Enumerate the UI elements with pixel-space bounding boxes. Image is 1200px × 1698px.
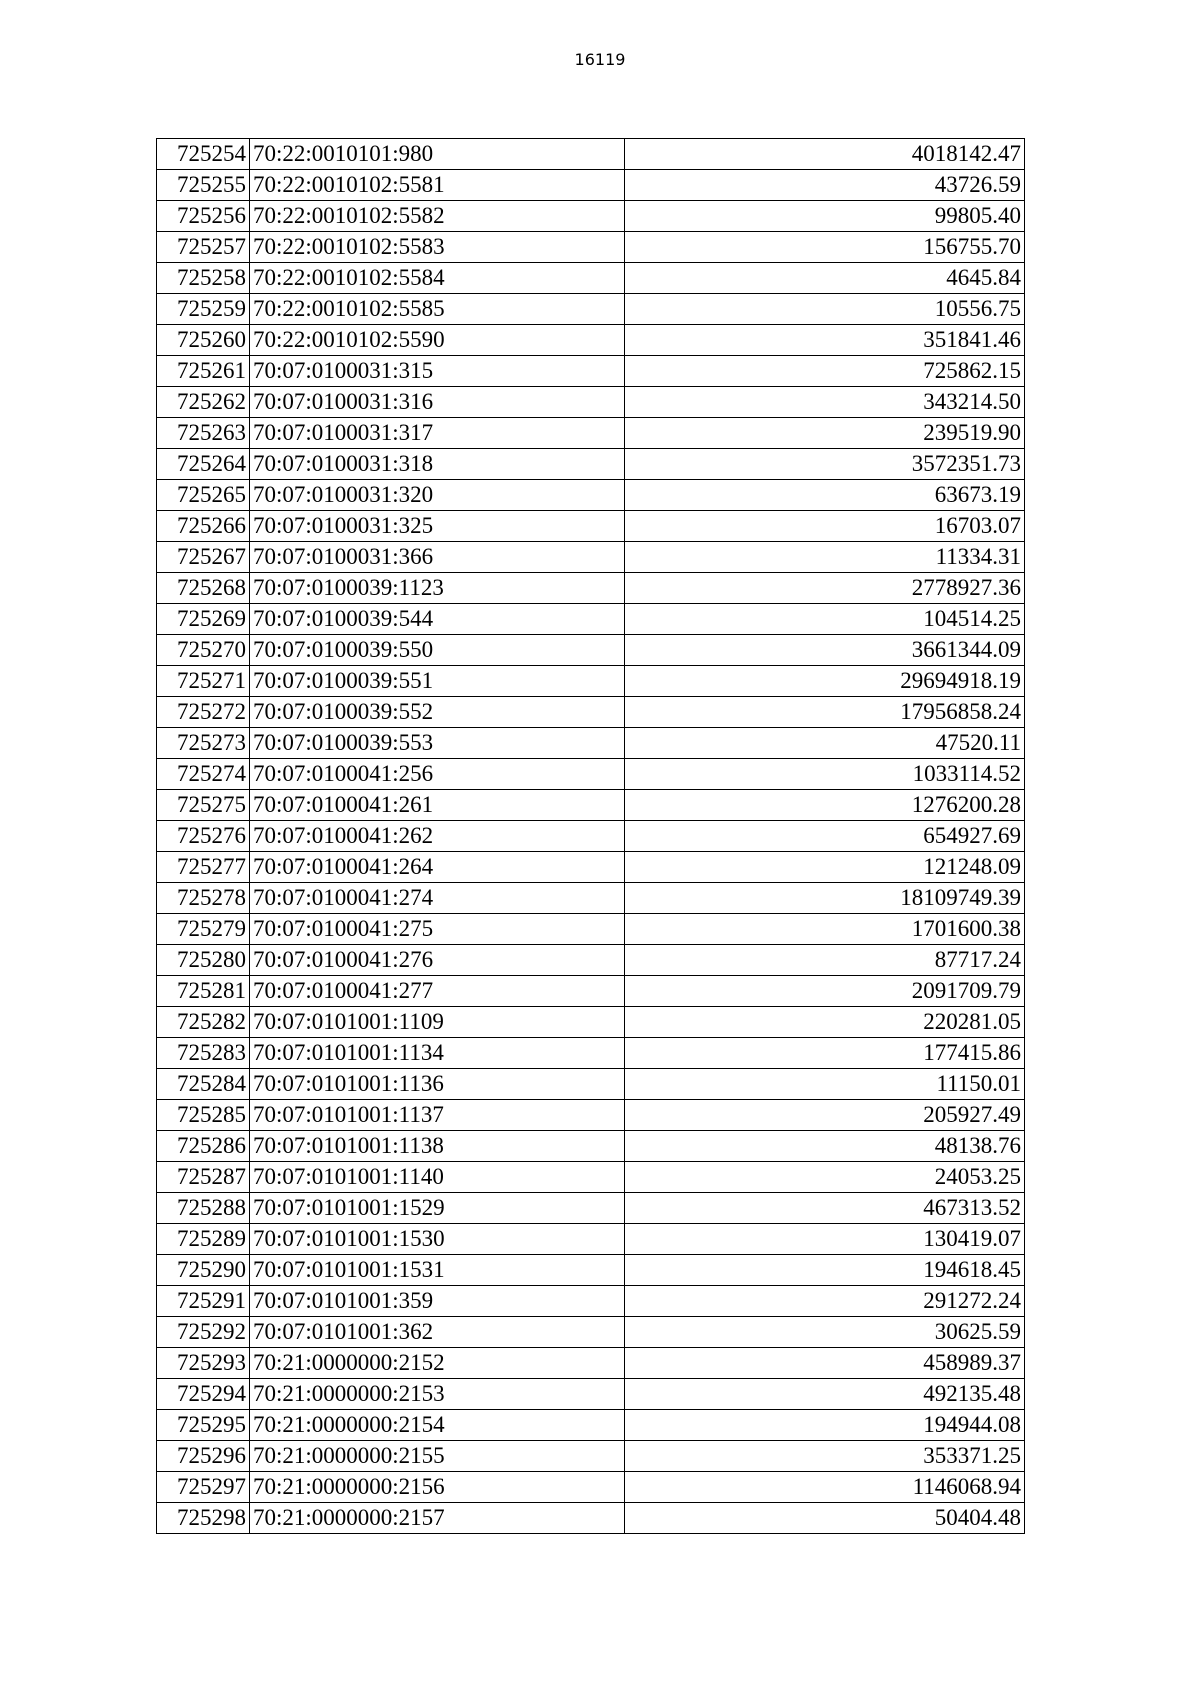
cadastral-number-cell: 70:07:0100039:544 [250, 604, 625, 635]
cadastral-value-cell: 10556.75 [625, 294, 1025, 325]
row-number-cell: 725298 [157, 1503, 250, 1534]
cadastral-number-cell: 70:22:0010102:5582 [250, 201, 625, 232]
row-number-cell: 725268 [157, 573, 250, 604]
cadastral-number-cell: 70:07:0101001:1140 [250, 1162, 625, 1193]
row-number-cell: 725267 [157, 542, 250, 573]
cadastral-number-cell: 70:07:0100041:264 [250, 852, 625, 883]
cadastral-value-cell: 4645.84 [625, 263, 1025, 294]
row-number-cell: 725287 [157, 1162, 250, 1193]
row-number-cell: 725280 [157, 945, 250, 976]
cadastral-value-cell: 11334.31 [625, 542, 1025, 573]
table-row [157, 1007, 1025, 1038]
cadastral-value-cell: 353371.25 [625, 1441, 1025, 1472]
table-row [157, 821, 1025, 852]
table-row [157, 790, 1025, 821]
cadastral-value-cell: 725862.15 [625, 356, 1025, 387]
cadastral-value-cell: 194944.08 [625, 1410, 1025, 1441]
cadastral-number-cell: 70:07:0100041:262 [250, 821, 625, 852]
cadastral-number-cell: 70:07:0101001:1531 [250, 1255, 625, 1286]
table-row [157, 542, 1025, 573]
table-row [157, 1441, 1025, 1472]
cadastral-value-cell: 194618.45 [625, 1255, 1025, 1286]
table-row [157, 604, 1025, 635]
row-number-cell: 725284 [157, 1069, 250, 1100]
table-row [157, 1100, 1025, 1131]
row-number-cell: 725290 [157, 1255, 250, 1286]
cadastral-value-cell: 220281.05 [625, 1007, 1025, 1038]
cadastral-number-cell: 70:07:0100039:550 [250, 635, 625, 666]
row-number-cell: 725285 [157, 1100, 250, 1131]
row-number-cell: 725282 [157, 1007, 250, 1038]
cadastral-number-cell: 70:22:0010102:5581 [250, 170, 625, 201]
cadastral-number-cell: 70:07:0100031:318 [250, 449, 625, 480]
row-number-cell: 725259 [157, 294, 250, 325]
row-number-cell: 725255 [157, 170, 250, 201]
row-number-cell: 725281 [157, 976, 250, 1007]
cadastral-number-cell: 70:07:0100039:553 [250, 728, 625, 759]
cadastral-value-cell: 177415.86 [625, 1038, 1025, 1069]
cadastral-value-cell: 3572351.73 [625, 449, 1025, 480]
row-number-cell: 725256 [157, 201, 250, 232]
cadastral-number-cell: 70:22:0010102:5584 [250, 263, 625, 294]
row-number-cell: 725266 [157, 511, 250, 542]
cadastral-number-cell: 70:07:0100039:552 [250, 697, 625, 728]
table-row [157, 1069, 1025, 1100]
cadastral-value-cell: 1146068.94 [625, 1472, 1025, 1503]
cadastral-value-cell: 1276200.28 [625, 790, 1025, 821]
table-row [157, 170, 1025, 201]
row-number-cell: 725278 [157, 883, 250, 914]
cadastral-value-cell: 467313.52 [625, 1193, 1025, 1224]
row-number-cell: 725262 [157, 387, 250, 418]
cadastral-value-table [156, 138, 1025, 1534]
row-number-cell: 725296 [157, 1441, 250, 1472]
cadastral-value-cell: 1701600.38 [625, 914, 1025, 945]
cadastral-number-cell: 70:21:0000000:2153 [250, 1379, 625, 1410]
cadastral-number-cell: 70:07:0101001:362 [250, 1317, 625, 1348]
table-row [157, 232, 1025, 263]
row-number-cell: 725288 [157, 1193, 250, 1224]
cadastral-number-cell: 70:07:0100031:316 [250, 387, 625, 418]
table-row [157, 914, 1025, 945]
table-row [157, 945, 1025, 976]
cadastral-number-cell: 70:21:0000000:2156 [250, 1472, 625, 1503]
table-row [157, 325, 1025, 356]
cadastral-value-cell: 492135.48 [625, 1379, 1025, 1410]
cadastral-value-cell: 3661344.09 [625, 635, 1025, 666]
cadastral-number-cell: 70:07:0101001:359 [250, 1286, 625, 1317]
cadastral-value-cell: 351841.46 [625, 325, 1025, 356]
table-row [157, 1503, 1025, 1534]
cadastral-number-cell: 70:07:0100041:274 [250, 883, 625, 914]
table-row [157, 201, 1025, 232]
cadastral-value-cell: 130419.07 [625, 1224, 1025, 1255]
table-row [157, 852, 1025, 883]
cadastral-number-cell: 70:07:0100031:366 [250, 542, 625, 573]
table-row [157, 1286, 1025, 1317]
cadastral-value-cell: 2778927.36 [625, 573, 1025, 604]
cadastral-number-cell: 70:22:0010102:5590 [250, 325, 625, 356]
table-row [157, 697, 1025, 728]
row-number-cell: 725289 [157, 1224, 250, 1255]
cadastral-number-cell: 70:07:0100041:275 [250, 914, 625, 945]
cadastral-number-cell: 70:21:0000000:2152 [250, 1348, 625, 1379]
cadastral-value-cell: 50404.48 [625, 1503, 1025, 1534]
cadastral-value-cell: 24053.25 [625, 1162, 1025, 1193]
row-number-cell: 725265 [157, 480, 250, 511]
table-row [157, 356, 1025, 387]
cadastral-number-cell: 70:07:0100031:315 [250, 356, 625, 387]
cadastral-value-cell: 17956858.24 [625, 697, 1025, 728]
table-row [157, 480, 1025, 511]
cadastral-value-cell: 47520.11 [625, 728, 1025, 759]
cadastral-value-cell: 121248.09 [625, 852, 1025, 883]
table-row [157, 573, 1025, 604]
table-row [157, 635, 1025, 666]
cadastral-value-cell: 4018142.47 [625, 139, 1025, 170]
table-row [157, 294, 1025, 325]
row-number-cell: 725286 [157, 1131, 250, 1162]
row-number-cell: 725273 [157, 728, 250, 759]
row-number-cell: 725261 [157, 356, 250, 387]
table-row [157, 1472, 1025, 1503]
row-number-cell: 725297 [157, 1472, 250, 1503]
row-number-cell: 725270 [157, 635, 250, 666]
cadastral-value-cell: 156755.70 [625, 232, 1025, 263]
row-number-cell: 725277 [157, 852, 250, 883]
cadastral-number-cell: 70:21:0000000:2157 [250, 1503, 625, 1534]
table-row [157, 666, 1025, 697]
cadastral-number-cell: 70:22:0010102:5585 [250, 294, 625, 325]
cadastral-value-cell: 104514.25 [625, 604, 1025, 635]
cadastral-number-cell: 70:07:0100041:256 [250, 759, 625, 790]
row-number-cell: 725292 [157, 1317, 250, 1348]
table-body [157, 139, 1025, 1534]
cadastral-value-cell: 43726.59 [625, 170, 1025, 201]
row-number-cell: 725269 [157, 604, 250, 635]
table-row [157, 759, 1025, 790]
table-row [157, 1131, 1025, 1162]
table-row [157, 1317, 1025, 1348]
cadastral-number-cell: 70:07:0101001:1134 [250, 1038, 625, 1069]
row-number-cell: 725295 [157, 1410, 250, 1441]
cadastral-value-cell: 18109749.39 [625, 883, 1025, 914]
row-number-cell: 725293 [157, 1348, 250, 1379]
table-row [157, 1038, 1025, 1069]
cadastral-value-cell: 343214.50 [625, 387, 1025, 418]
table-row [157, 511, 1025, 542]
table-row [157, 139, 1025, 170]
table-row [157, 1162, 1025, 1193]
row-number-cell: 725279 [157, 914, 250, 945]
cadastral-number-cell: 70:07:0100041:276 [250, 945, 625, 976]
cadastral-value-cell: 48138.76 [625, 1131, 1025, 1162]
cadastral-value-cell: 29694918.19 [625, 666, 1025, 697]
page-number: 16119 [574, 50, 626, 69]
table-row [157, 1348, 1025, 1379]
row-number-cell: 725294 [157, 1379, 250, 1410]
cadastral-number-cell: 70:21:0000000:2154 [250, 1410, 625, 1441]
cadastral-value-cell: 16703.07 [625, 511, 1025, 542]
table-row [157, 387, 1025, 418]
cadastral-value-cell: 30625.59 [625, 1317, 1025, 1348]
row-number-cell: 725272 [157, 697, 250, 728]
cadastral-value-cell: 87717.24 [625, 945, 1025, 976]
row-number-cell: 725254 [157, 139, 250, 170]
cadastral-number-cell: 70:22:0010102:5583 [250, 232, 625, 263]
cadastral-value-cell: 2091709.79 [625, 976, 1025, 1007]
cadastral-number-cell: 70:07:0100041:277 [250, 976, 625, 1007]
cadastral-number-cell: 70:07:0101001:1138 [250, 1131, 625, 1162]
cadastral-number-cell: 70:07:0100041:261 [250, 790, 625, 821]
row-number-cell: 725257 [157, 232, 250, 263]
cadastral-value-cell: 11150.01 [625, 1069, 1025, 1100]
row-number-cell: 725283 [157, 1038, 250, 1069]
row-number-cell: 725271 [157, 666, 250, 697]
table-row [157, 263, 1025, 294]
table-row [157, 1379, 1025, 1410]
table-row [157, 728, 1025, 759]
cadastral-number-cell: 70:22:0010101:980 [250, 139, 625, 170]
cadastral-value-cell: 654927.69 [625, 821, 1025, 852]
cadastral-number-cell: 70:07:0101001:1137 [250, 1100, 625, 1131]
cadastral-value-cell: 458989.37 [625, 1348, 1025, 1379]
row-number-cell: 725274 [157, 759, 250, 790]
cadastral-number-cell: 70:07:0100039:1123 [250, 573, 625, 604]
table-row [157, 1255, 1025, 1286]
cadastral-number-cell: 70:07:0100031:320 [250, 480, 625, 511]
row-number-cell: 725264 [157, 449, 250, 480]
cadastral-number-cell: 70:07:0101001:1109 [250, 1007, 625, 1038]
cadastral-number-cell: 70:07:0101001:1136 [250, 1069, 625, 1100]
cadastral-number-cell: 70:21:0000000:2155 [250, 1441, 625, 1472]
row-number-cell: 725291 [157, 1286, 250, 1317]
cadastral-number-cell: 70:07:0100031:317 [250, 418, 625, 449]
table-row [157, 418, 1025, 449]
cadastral-value-cell: 205927.49 [625, 1100, 1025, 1131]
row-number-cell: 725276 [157, 821, 250, 852]
table-row [157, 883, 1025, 914]
row-number-cell: 725260 [157, 325, 250, 356]
cadastral-number-cell: 70:07:0101001:1530 [250, 1224, 625, 1255]
cadastral-value-cell: 1033114.52 [625, 759, 1025, 790]
cadastral-number-cell: 70:07:0101001:1529 [250, 1193, 625, 1224]
row-number-cell: 725275 [157, 790, 250, 821]
table-row [157, 1410, 1025, 1441]
table-row [157, 1193, 1025, 1224]
row-number-cell: 725258 [157, 263, 250, 294]
cadastral-number-cell: 70:07:0100039:551 [250, 666, 625, 697]
table-row [157, 449, 1025, 480]
cadastral-value-cell: 239519.90 [625, 418, 1025, 449]
cadastral-value-cell: 63673.19 [625, 480, 1025, 511]
cadastral-value-cell: 99805.40 [625, 201, 1025, 232]
row-number-cell: 725263 [157, 418, 250, 449]
cadastral-number-cell: 70:07:0100031:325 [250, 511, 625, 542]
cadastral-value-cell: 291272.24 [625, 1286, 1025, 1317]
table-row [157, 976, 1025, 1007]
table-row [157, 1224, 1025, 1255]
